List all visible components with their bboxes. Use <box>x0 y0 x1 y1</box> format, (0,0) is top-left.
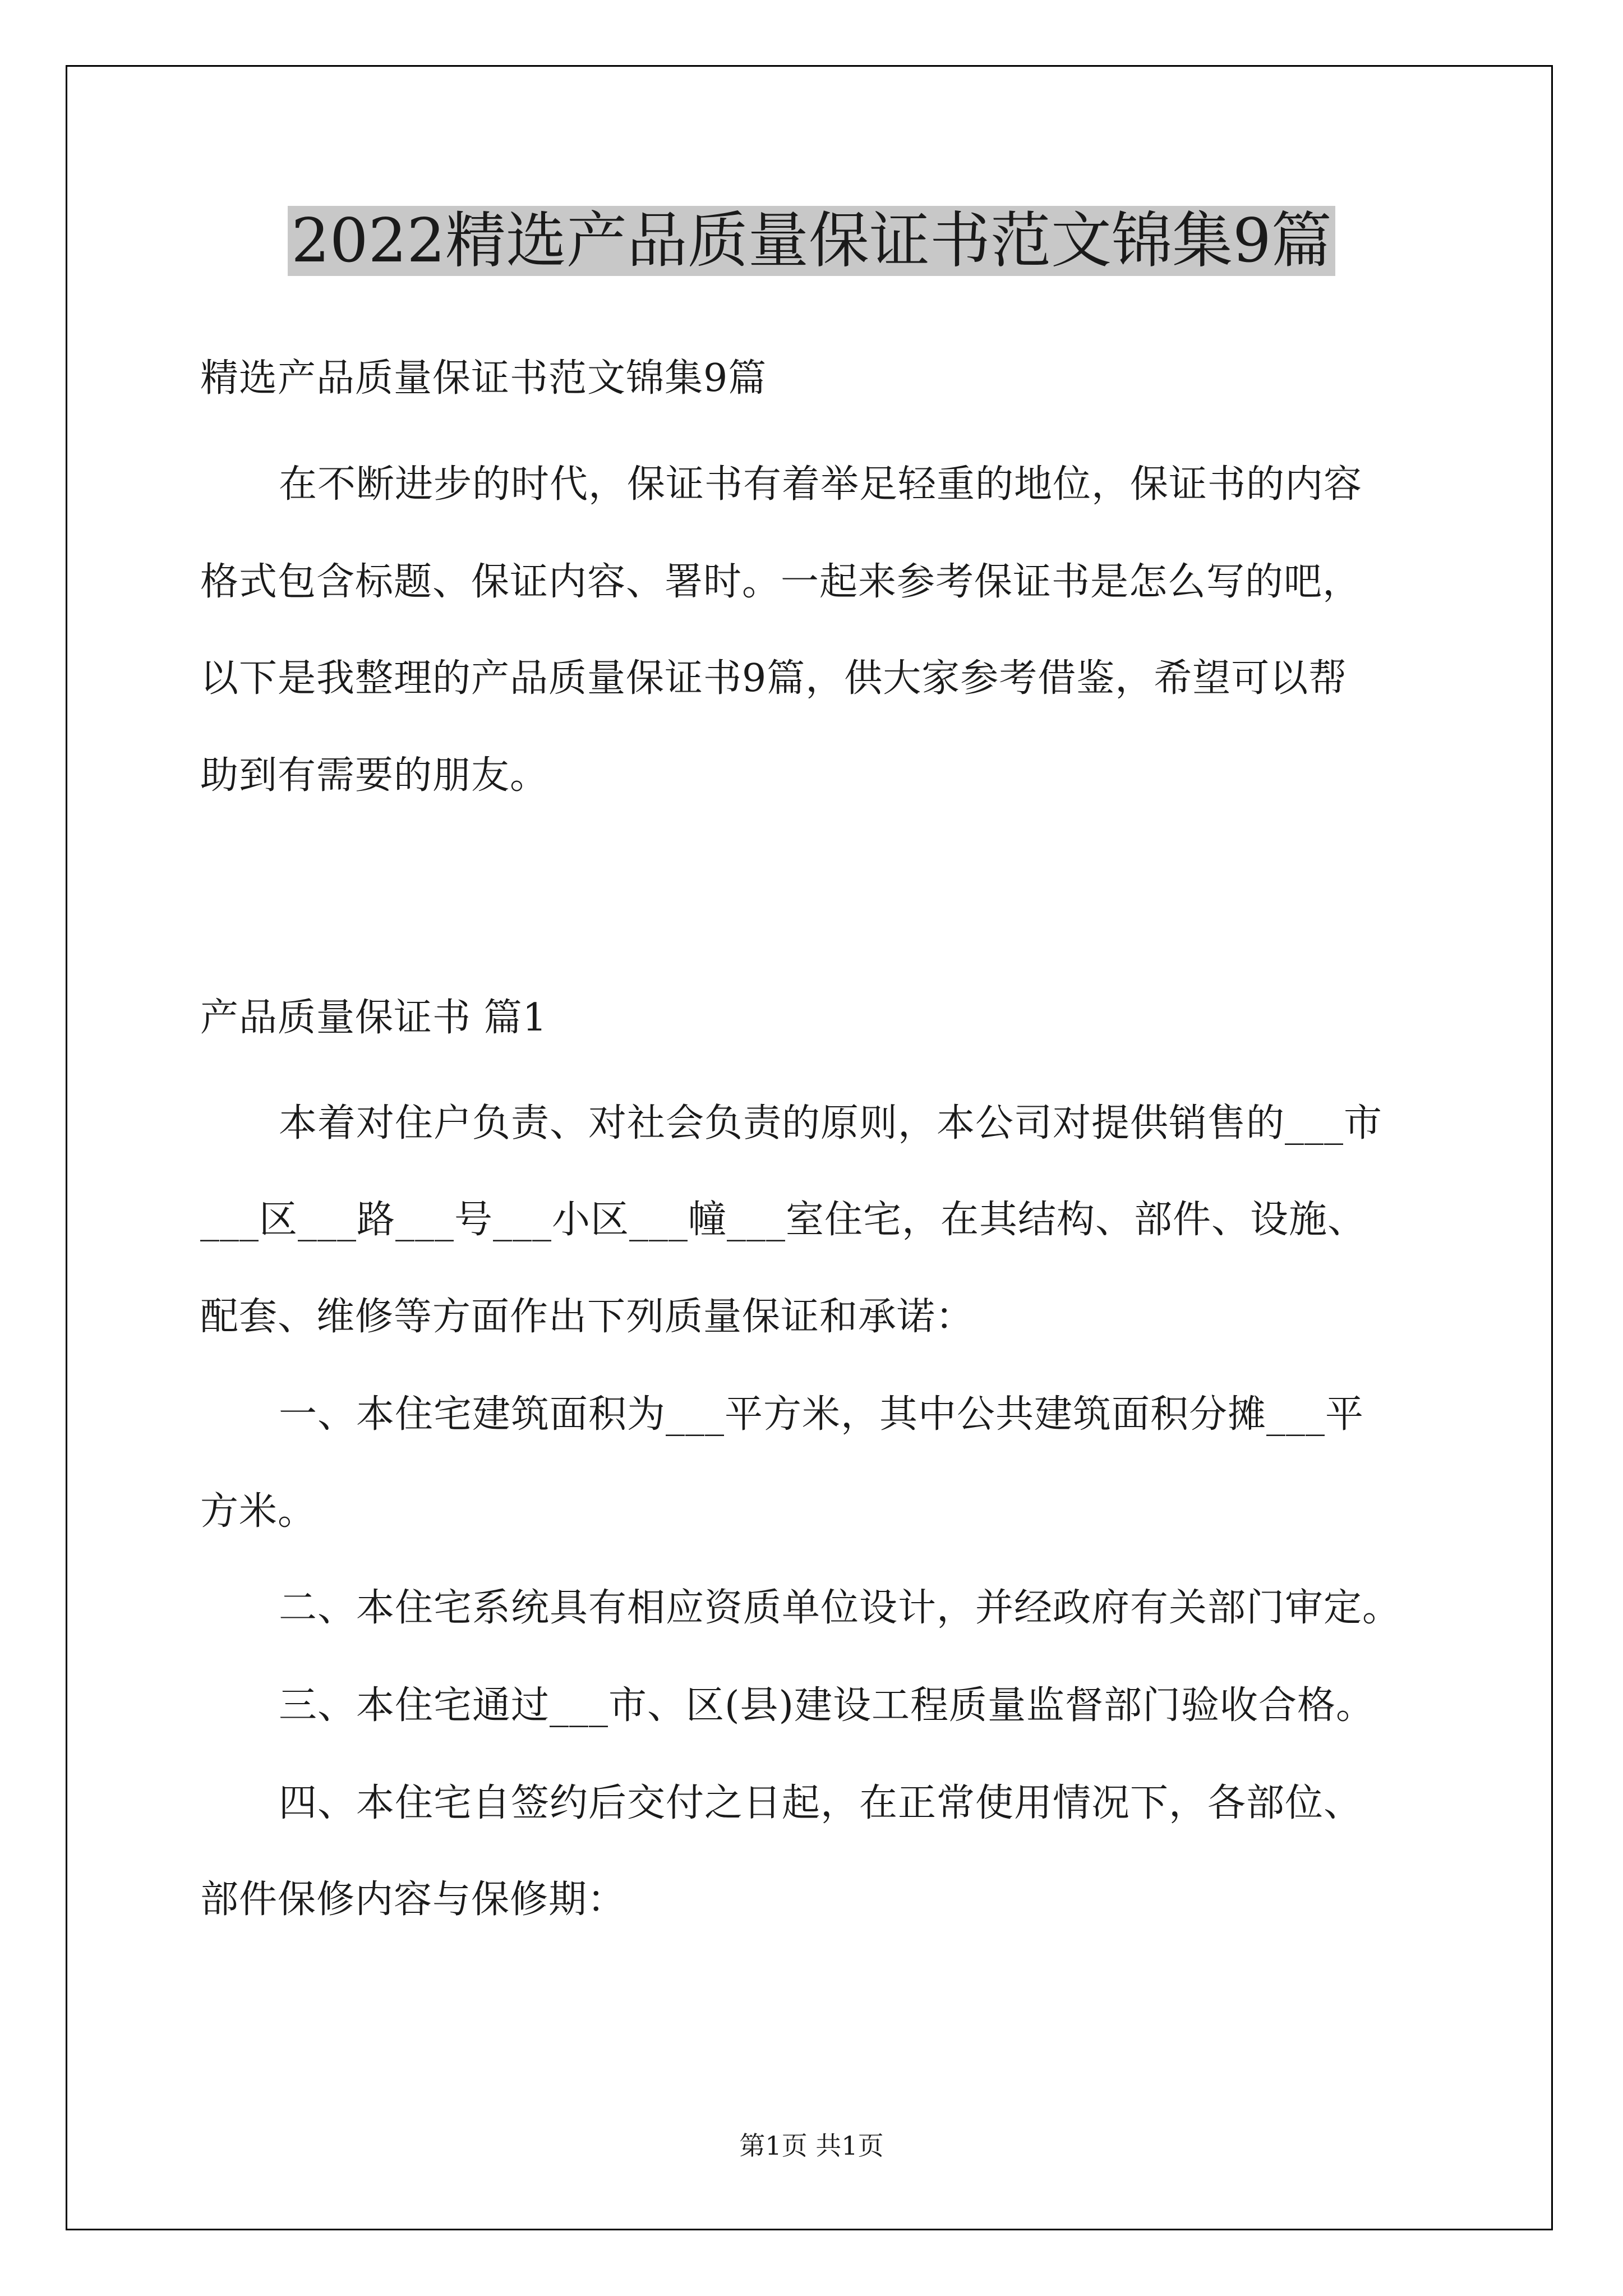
document-title-text: 2022精选产品质量保证书范文锦集9篇 <box>288 206 1335 276</box>
body-line: 配套、维修等方面作出下列质量保证和承诺： <box>200 1295 975 1339</box>
intro-paragraph-line: 格式包含标题、保证内容、署时。一起来参考保证书是怎么写的吧， <box>200 560 1362 604</box>
body-line: 二、本住宅系统具有相应资质单位设计，并经政府有关部门审定。 <box>279 1586 1401 1630</box>
body-line: 方米。 <box>200 1489 317 1534</box>
body-line: 三、本住宅通过___市、区(县)建设工程质量监督部门验收合格。 <box>279 1683 1375 1728</box>
document-title <box>0 199 1623 283</box>
body-line: 一、本住宅建筑面积为___平方米，其中公共建筑面积分摊___平 <box>279 1392 1364 1437</box>
body-line: 本着对住户负责、对社会负责的原则，本公司对提供销售的___市 <box>279 1101 1383 1145</box>
page-footer: 第1页 共1页 <box>739 2131 884 2161</box>
body-line: 部件保修内容与保修期： <box>200 1878 626 1922</box>
intro-paragraph-line: 以下是我整理的产品质量保证书9篇，供大家参考借鉴，希望可以帮 <box>200 656 1348 701</box>
section-heading: 产品质量保证书 篇1 <box>200 996 547 1040</box>
intro-paragraph-line: 助到有需要的朋友。 <box>200 753 549 798</box>
document-subtitle: 精选产品质量保证书范文锦集9篇 <box>200 356 767 401</box>
intro-paragraph-line: 在不断进步的时代，保证书有着举足轻重的地位，保证书的内容 <box>279 462 1363 507</box>
body-line: ___区___路___号___小区___幢___室住宅，在其结构、部件、设施、 <box>200 1198 1367 1242</box>
body-line: 四、本住宅自签约后交付之日起，在正常使用情况下，各部位、 <box>279 1781 1363 1825</box>
